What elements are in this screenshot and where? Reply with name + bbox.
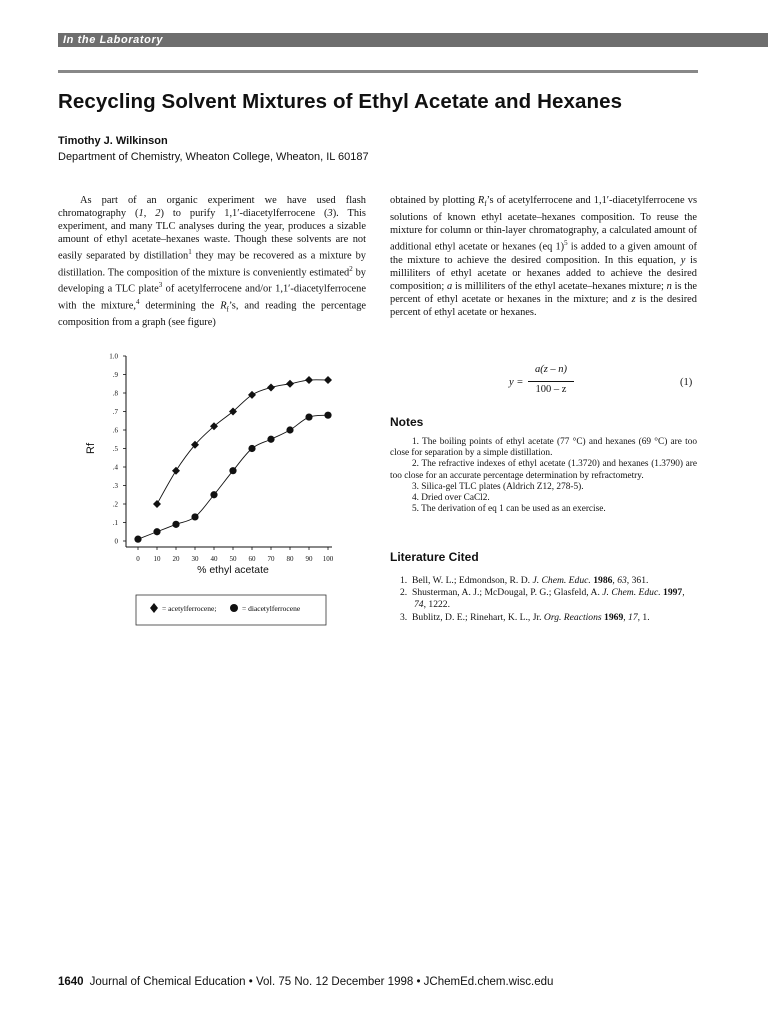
y-tick-label: .2 [112,500,118,509]
section-header-bar [58,33,768,47]
acetylferrocene-point [172,467,180,475]
header-rule [58,70,698,73]
equation-numerator: a(z – n) [534,364,568,375]
y-tick-label: 0 [114,537,118,546]
legend-series-2: = diacetylferrocene [242,604,301,613]
diacetylferrocene-point [248,445,255,452]
notes-list [390,437,697,515]
y-tick-label: 1.0 [109,352,118,361]
acetylferrocene-point [324,376,332,384]
page-footer [58,976,553,988]
x-tick-label: 100 [322,555,334,563]
y-tick-label: .6 [112,426,118,435]
diacetylferrocene-point [172,521,179,528]
acetylferrocene-point [153,500,161,508]
x-tick-label: 80 [286,555,294,563]
note-item: 3. Silica-gel TLC plates (Aldrich Z12, 278-5). [412,481,584,492]
diacetylferrocene-point [267,436,274,443]
diacetylferrocene-point [134,536,141,543]
acetylferrocene-point [305,376,313,384]
diacetylferrocene-point [210,491,217,498]
chart-marks [134,376,332,543]
x-tick-label: 90 [305,555,313,563]
series-2-curve [138,415,328,539]
x-tick-label: 0 [136,555,140,563]
series-1-curve [157,380,328,504]
body-column-right [390,194,697,319]
diacetylferrocene-point [153,528,160,535]
y-tick-label: .9 [112,371,118,379]
diacetylferrocene-point [191,513,198,520]
legend-diamond-marker [150,603,158,613]
legend-series-1: = acetylferrocene; [162,604,217,613]
fraction-bar [528,381,574,382]
equation-denominator: 100 – z [535,384,567,395]
reference-list [390,575,697,624]
diacetylferrocene-point [324,412,331,419]
x-tick-label: 10 [153,555,161,563]
equation-lhs: y [509,377,514,388]
section-label: In the Laboratory [63,34,164,46]
acetylferrocene-point [248,391,256,399]
x-tick-label: 70 [267,555,275,563]
rf-vs-ethyl-acetate-chart [80,350,360,640]
acetylferrocene-point [286,380,294,388]
note-item: 4. Dried over CaCl2. [412,493,490,504]
x-axis-label: % ethyl acetate [197,564,269,576]
y-tick-label: .1 [112,519,118,527]
author-affiliation: Department of Chemistry, Wheaton College, Wheaton, IL 60187 [58,151,369,163]
reference-item: 3. Bublitz, D. E.; Rinehart, K. L., Jr. Org. Reactions 1969, 17, 1. [400,611,650,623]
y-axis-label: Rf [85,443,97,454]
x-tick-label: 20 [172,555,180,563]
chart-legend [136,595,326,625]
equation-1 [500,364,700,404]
page-number: 1640 [58,976,84,988]
article-title: Recycling Solvent Mixtures of Ethyl Acetate and Hexanes [58,90,623,113]
chart-curves [138,380,328,539]
author-name: Timothy J. Wilkinson [58,135,168,147]
reference-item: 2. Shusterman, A. J.; McDougal, P. G.; Glasfeld, A. J. Chem. Educ. 1997, 74, 1222. [400,587,685,611]
reference-item: 1. Bell, W. L.; Edmondson, R. D. J. Chem. Educ. 1986, 63, 361. [400,575,649,586]
y-tick-label: .8 [112,389,118,398]
acetylferrocene-point [267,383,275,391]
journal-citation: Journal of Chemical Education • Vol. 75 No. 12 December 1998 • JChemEd.chem.wisc.edu [89,976,554,988]
intro-paragraph: As part of an organic experiment we have used flash chromatography (1, 2) to purify 1,1′-diacetylferrocene (3). This experiment, and many TLC analyses during the year, produces a sizable amount of ethyl acetate–hexanes waste. Though these solvents are not easily separated by distillation$^1$ they may be recovered as a mixture by distillation. The composition of the mixture is conveniently estimated$^2$ by developing a TLC plate$^3$ of acetylferrocene and/or 1,1′-diacetylferrocene with the mixture,$^4$ determining the $R_f’s$, and reading the percentage composition from a graph (see figure) [58,195,367,329]
diacetylferrocene-point [305,413,312,420]
x-tick-label: 40 [210,555,218,563]
body-column-left [58,194,366,329]
y-tick-label: .3 [112,482,118,490]
note-item: 2. The refractive indexes of ethyl acetate (1.3720) and hexanes (1.3790) are too close for an accurate percentage determination by refractometry. [390,459,697,481]
equation-equals: = [517,377,523,388]
x-tick-label: 50 [229,555,237,563]
x-tick-label: 30 [191,555,199,563]
y-tick-label: .5 [112,445,118,453]
literature-heading: Literature Cited [390,550,479,564]
diacetylferrocene-point [286,426,293,433]
note-item: 1. The boiling points of ethyl acetate (77 °C) and hexanes (69 °C) are too close for separation by a simple distillation. [390,437,697,459]
chart-axes [85,353,334,577]
note-item: 5. The derivation of eq 1 can be used as an exercise. [412,504,606,515]
diacetylferrocene-point [229,467,236,474]
equation-number: (1) [680,377,693,388]
continued-paragraph: obtained by plotting $R_f’s$ of acetylferrocene and 1,1′-diacetylferrocene vs solutions of known ethyl acetate–hexanes composition. To reuse the mixture for column or thin-layer chromatography, a calculated amount of additional ethyl acetate or hexanes (eq 1)$^5$ is added to a given amount of the mixture to achieve the desired composition. In this equation, y is milliliters of ethyl acetate or hexanes added to achieve the desired composition; a is milliliters of the ethyl acetate–hexanes mixture; n is the percent of ethyl acetate or hexanes in the mixture; and z is the desired percent of ethyl acetate or hexanes. [390,195,698,318]
legend-circle-marker [230,604,238,612]
notes-heading: Notes [390,415,424,429]
y-tick-label: .4 [112,463,118,472]
y-tick-label: .7 [112,408,118,416]
x-tick-label: 60 [248,555,256,563]
